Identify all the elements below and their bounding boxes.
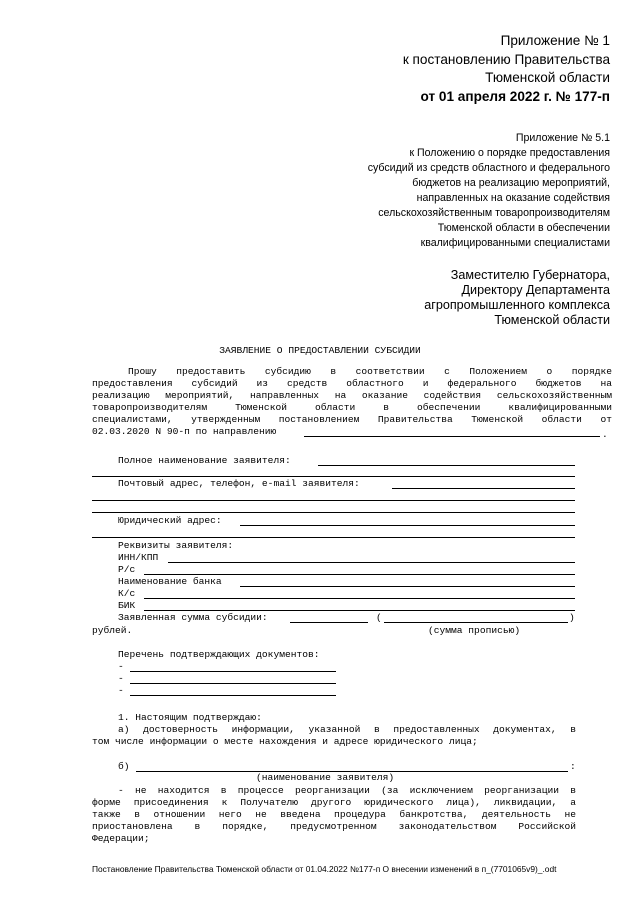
full-name-label: Полное наименование заявителя:: [118, 455, 291, 466]
doc-field-1[interactable]: [130, 671, 336, 672]
b-line: - не находится в процессе реорганизации (за исключением реорганизации в: [118, 785, 576, 796]
applicant-hint: (наименование заявителя): [256, 772, 395, 783]
doc-field-2[interactable]: [130, 683, 336, 684]
page-footer: Постановление Правительства Тюменской области от 01.04.2022 №177-п О внесении изменений в п_(7701065v9)_.odt: [92, 864, 557, 874]
intro-line: Прошу предоставить субсидию в соответствии с Положением о порядке: [128, 366, 612, 377]
intro-line: 02.03.2020 N 90-п по направлению: [92, 426, 277, 437]
direction-field[interactable]: [304, 436, 600, 437]
appendix-5-1-line: квалифицированными специалистами: [420, 237, 610, 249]
addressee-line: агропромышленного комплекса: [424, 298, 610, 312]
appendix-1-date: от 01 апреля 2022 г. № 177-п: [420, 88, 610, 104]
requisites-label: Реквизиты заявителя:: [118, 540, 234, 551]
appendix-1-ref: к постановлению Правительства: [402, 51, 610, 67]
addressee-line: Тюменской области: [494, 313, 610, 327]
b-prefix: б): [118, 761, 130, 772]
rs-field[interactable]: [144, 574, 575, 575]
docs-label: Перечень подтверждающих документов:: [118, 649, 320, 660]
b-line: также в отношении него не введена процедура банкротства, деятельность не: [92, 809, 576, 820]
appendix-5-1-line: бюджетов на реализацию мероприятий,: [412, 177, 610, 189]
b-paragraph: [92, 785, 576, 845]
b-line: приостановлена в порядке, предусмотренном законодательством Российской: [92, 821, 576, 832]
doc-dash: -: [118, 661, 124, 672]
bik-label: БИК: [118, 600, 136, 611]
appendix-1-number: Приложение № 1: [500, 33, 610, 48]
ks-label: К/с: [118, 588, 136, 599]
postal-field-line-3[interactable]: [92, 512, 575, 513]
b-line: форме присоединения к Получателю другого юридического лица), ликвидации, а: [92, 797, 576, 808]
inn-field[interactable]: [168, 562, 575, 563]
rs-label: Р/с: [118, 564, 136, 575]
bank-field[interactable]: [240, 586, 575, 587]
appendix-1-region: Тюменской области: [485, 70, 610, 85]
rubles-label: рублей.: [92, 625, 133, 636]
confirm-a-paragraph: [92, 724, 576, 748]
legal-address-field-line-2[interactable]: [92, 537, 575, 538]
amount-paren-open: (: [376, 612, 382, 623]
legal-address-label: Юридический адрес:: [118, 515, 222, 526]
addressee-line: Заместителю Губернатора,: [450, 268, 610, 282]
intro-line: реализацию мероприятий, направленных на оказание содействия сельскохозяйственным: [92, 390, 612, 401]
appendix-5-1-line: субсидий из средств областного и федерального: [367, 162, 610, 174]
ks-field[interactable]: [144, 598, 575, 599]
inn-label: ИНН/КПП: [118, 552, 159, 563]
intro-line: товаропроизводителям Тюменской области в обеспечении квалифицированными: [92, 402, 612, 413]
intro-line: специалистами, утвержденным постановлением Правительства Тюменской области от: [92, 414, 612, 425]
appendix-1-block: [403, 32, 610, 106]
amount-paren-close: ): [569, 612, 575, 623]
bik-field[interactable]: [144, 610, 575, 611]
appendix-5-1-line: Приложение № 5.1: [515, 132, 610, 144]
doc-dash: -: [118, 685, 124, 696]
full-name-field-line-2[interactable]: [92, 476, 575, 477]
addressee-block: [424, 268, 610, 328]
doc-dash: -: [118, 673, 124, 684]
confirm-label: 1. Настоящим подтверждаю:: [118, 712, 262, 723]
postal-field[interactable]: [392, 488, 575, 489]
intro-end-period: .: [602, 429, 608, 440]
b-line: Федерации;: [92, 833, 150, 844]
amount-number-field[interactable]: [290, 622, 368, 623]
amount-words-field[interactable]: [384, 622, 568, 623]
amount-words-hint: (сумма прописью): [428, 625, 521, 636]
doc-field-3[interactable]: [130, 695, 336, 696]
appendix-5-1-line: направленных на оказание содействия: [416, 192, 610, 204]
confirm-a-line: а) достоверность информации, указанной в предоставленных документах, в: [118, 724, 576, 735]
appendix-5-1-line: к Положению о порядке предоставления: [409, 147, 610, 159]
confirm-a-line: том числе информации о месте нахождения и адресе юридического лица;: [92, 736, 478, 747]
bank-label: Наименование банка: [118, 576, 222, 587]
appendix-5-1-block: [368, 131, 610, 251]
full-name-field[interactable]: [318, 465, 575, 466]
amount-label: Заявленная сумма субсидии:: [118, 612, 268, 623]
appendix-5-1-line: Тюменской области в обеспечении: [437, 222, 610, 234]
addressee-line: Директору Департамента: [461, 283, 610, 297]
appendix-5-1-line: сельскохозяйственным товаропроизводителям: [378, 207, 610, 219]
b-colon: :: [570, 761, 576, 772]
legal-address-field[interactable]: [240, 525, 575, 526]
postal-field-line-2[interactable]: [92, 500, 575, 501]
intro-line: предоставления субсидий из средств областного и федерального бюджетов на: [92, 378, 612, 389]
postal-label: Почтовый адрес, телефон, e-mail заявителя:: [118, 478, 360, 489]
form-title: ЗАЯВЛЕНИЕ О ПРЕДОСТАВЛЕНИИ СУБСИДИИ: [219, 345, 421, 356]
intro-paragraph: [92, 366, 612, 438]
